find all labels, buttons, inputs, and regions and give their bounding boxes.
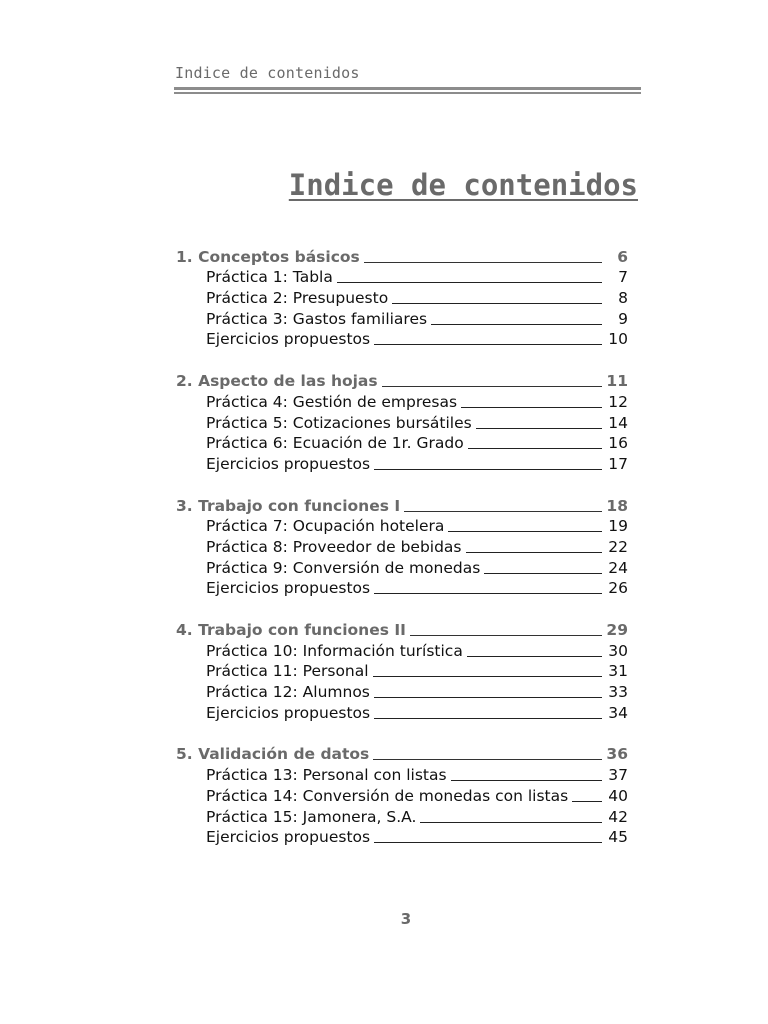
entry-page-number: 24: [608, 558, 628, 577]
toc-section: [176, 370, 628, 473]
dot-leader: [461, 407, 602, 408]
toc-entry: [176, 329, 628, 350]
chapter-page-number: 36: [606, 745, 628, 764]
toc-entry: [176, 308, 628, 329]
toc-section: [176, 744, 628, 847]
entry-label: Práctica 4: Gestión de empresas: [206, 392, 458, 411]
dot-leader: [337, 282, 602, 283]
entry-label: Ejercicios propuestos: [206, 703, 371, 722]
entry-page-number: 22: [608, 537, 628, 556]
entry-label: Práctica 13: Personal con listas: [206, 766, 447, 785]
dot-leader: [373, 676, 602, 677]
toc-chapter: [176, 246, 628, 267]
chapter-label: 1. Conceptos básicos: [176, 247, 360, 266]
dot-leader: [404, 511, 602, 512]
toc-entry: [176, 785, 628, 806]
chapter-page-number: 18: [606, 496, 628, 515]
dot-leader: [468, 448, 602, 449]
dot-leader: [420, 822, 602, 823]
chapter-label: 5. Validación de datos: [176, 745, 370, 764]
toc-entry: [176, 287, 628, 308]
toc-entry: [176, 516, 628, 537]
toc-section: [176, 246, 628, 349]
page-title: Indice de contenidos: [288, 168, 638, 202]
chapter-page-number: 6: [617, 247, 628, 266]
entry-page-number: 26: [608, 579, 628, 598]
entry-page-number: 31: [608, 662, 628, 681]
entry-page-number: 7: [618, 268, 628, 287]
entry-label: Práctica 14: Conversión de monedas con listas: [206, 786, 569, 805]
entry-label: Práctica 6: Ecuación de 1r. Grado: [206, 434, 464, 453]
entry-label: Práctica 7: Ocupación hotelera: [206, 517, 445, 536]
entry-page-number: 45: [608, 828, 628, 847]
entry-label: Práctica 1: Tabla: [206, 268, 333, 287]
entry-page-number: 19: [608, 517, 628, 536]
entry-label: Práctica 12: Alumnos: [206, 683, 370, 702]
chapter-label: 2. Aspecto de las hojas: [176, 372, 378, 391]
entry-label: Práctica 3: Gastos familiares: [206, 309, 428, 328]
chapter-page-number: 29: [606, 621, 628, 639]
entry-page-number: 17: [608, 454, 628, 473]
toc-entry: [176, 578, 628, 599]
toc-chapter: [176, 619, 628, 640]
chapter-label: 4. Trabajo con funciones II: [176, 621, 406, 639]
header-rule: [174, 87, 641, 94]
dot-leader: [476, 428, 602, 429]
entry-label: Práctica 2: Presupuesto: [206, 289, 389, 308]
toc-entry: [176, 640, 628, 661]
toc-entry: [176, 661, 628, 682]
entry-page-number: 10: [608, 330, 628, 349]
entry-label: Ejercicios propuestos: [206, 454, 371, 473]
toc-entry: [176, 433, 628, 454]
dot-leader: [382, 386, 602, 387]
toc-entry: [176, 267, 628, 288]
dot-leader: [451, 780, 602, 781]
toc-entry: [176, 536, 628, 557]
entry-label: Práctica 5: Cotizaciones bursátiles: [206, 413, 472, 432]
entry-page-number: 14: [608, 413, 628, 432]
dot-leader: [484, 573, 602, 574]
entry-page-number: 33: [608, 683, 628, 702]
toc-section: [176, 495, 628, 598]
toc-section: [176, 619, 628, 722]
entry-page-number: 37: [608, 766, 628, 785]
entry-page-number: 40: [608, 786, 628, 805]
table-of-contents: [176, 246, 628, 868]
entry-label: Práctica 9: Conversión de monedas: [206, 558, 481, 577]
dot-leader: [374, 593, 602, 594]
entry-label: Práctica 8: Proveedor de bebidas: [206, 537, 462, 556]
dot-leader: [374, 842, 602, 843]
entry-label: Práctica 11: Personal: [206, 662, 369, 681]
toc-entry: [176, 827, 628, 848]
toc-entry: [176, 681, 628, 702]
dot-leader: [448, 531, 602, 532]
dot-leader: [374, 344, 602, 345]
dot-leader: [374, 469, 602, 470]
entry-page-number: 34: [608, 703, 628, 722]
toc-entry: [176, 702, 628, 723]
toc-chapter: [176, 370, 628, 391]
entry-label: Práctica 10: Información turística: [206, 641, 463, 660]
toc-entry: [176, 412, 628, 433]
dot-leader: [374, 697, 602, 698]
toc-chapter: [176, 495, 628, 516]
toc-chapter: [176, 744, 628, 765]
dot-leader: [392, 303, 602, 304]
running-header: Indice de contenidos: [175, 64, 360, 82]
dot-leader: [572, 801, 602, 802]
entry-page-number: 16: [608, 434, 628, 453]
chapter-page-number: 11: [606, 372, 628, 391]
entry-label: Ejercicios propuestos: [206, 579, 371, 598]
dot-leader: [364, 262, 602, 263]
dot-leader: [374, 718, 602, 719]
entry-page-number: 12: [608, 392, 628, 411]
entry-page-number: 30: [608, 641, 628, 660]
chapter-label: 3. Trabajo con funciones I: [176, 496, 401, 515]
entry-label: Ejercicios propuestos: [206, 828, 371, 847]
toc-entry: [176, 764, 628, 785]
dot-leader: [466, 552, 602, 553]
toc-entry: [176, 453, 628, 474]
entry-label: Práctica 15: Jamonera, S.A.: [206, 807, 417, 826]
dot-leader: [431, 324, 602, 325]
dot-leader: [410, 635, 602, 636]
entry-page-number: 9: [618, 309, 628, 328]
entry-page-number: 8: [618, 289, 628, 308]
page-number: 3: [400, 910, 412, 928]
dot-leader: [373, 759, 602, 760]
entry-page-number: 42: [608, 807, 628, 826]
toc-entry: [176, 557, 628, 578]
toc-entry: [176, 391, 628, 412]
toc-entry: [176, 806, 628, 827]
entry-label: Ejercicios propuestos: [206, 330, 371, 349]
dot-leader: [467, 656, 602, 657]
